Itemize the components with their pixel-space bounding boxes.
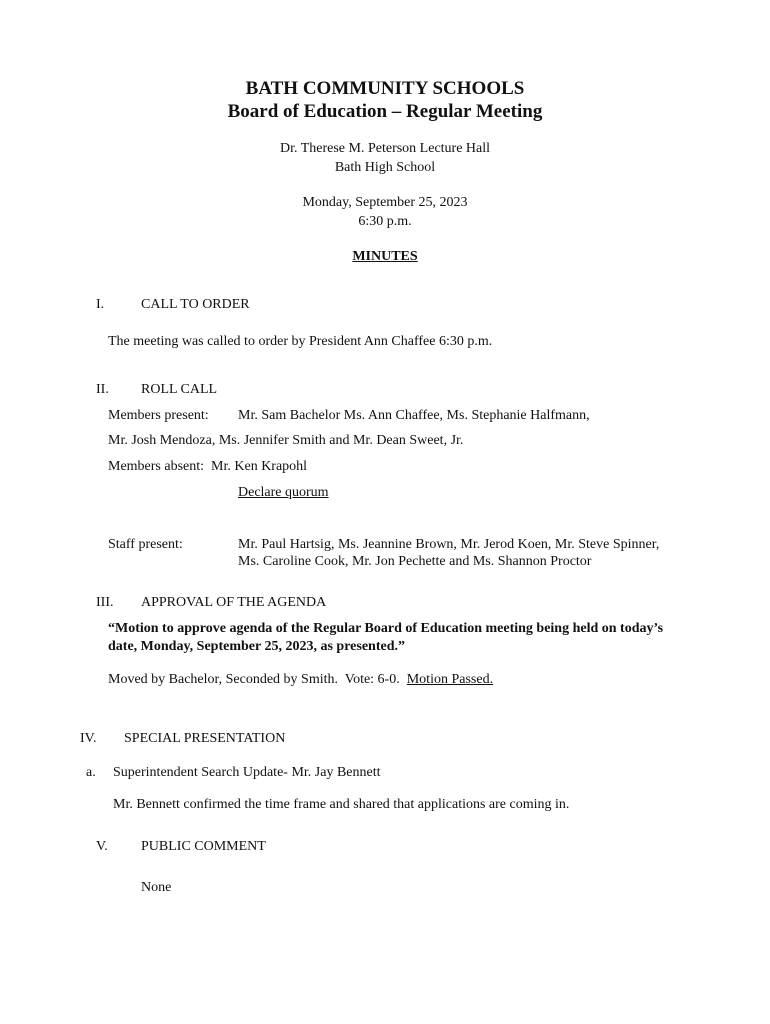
declare-quorum: Declare quorum [238,485,329,500]
motion-line-2: date, Monday, September 25, 2023, as presented.” [108,639,405,654]
meeting-title: Board of Education – Regular Meeting [227,101,543,122]
section-5-number: V. [96,839,108,854]
members-present-label: Members present: [108,408,209,423]
item-a-letter: a. [86,765,96,780]
vote-record [108,673,493,687]
school: Bath High School [334,160,436,175]
members-present-line-2: Mr. Josh Mendoza, Ms. Jennifer Smith and Mr. Dean Sweet, Jr. [108,433,464,448]
doc-type-heading: MINUTES [352,249,418,264]
meeting-time: 6:30 p.m. [358,214,412,229]
section-1-body: The meeting was called to order by President Ann Chaffee 6:30 p.m. [108,334,493,349]
item-a-title: Superintendent Search Update- Mr. Jay Bennett [113,765,381,780]
staff-present-label: Staff present: [108,537,183,552]
section-1-number: I. [96,297,105,312]
meeting-date: Monday, September 25, 2023 [302,195,468,210]
section-2-title: ROLL CALL [141,382,218,397]
section-3-number: III. [96,595,114,610]
motion-result: Motion Passed. [406,672,494,687]
venue: Dr. Therese M. Peterson Lecture Hall [279,141,491,156]
staff-present-line-1: Mr. Paul Hartsig, Ms. Jeannine Brown, Mr. Jerod Koen, Mr. Steve Spinner, [238,537,660,552]
section-2-number: II. [96,382,109,397]
section-4-title: SPECIAL PRESENTATION [124,731,286,746]
members-absent: Members absent: Mr. Ken Krapohl [108,459,308,474]
section-5-title: PUBLIC COMMENT [141,839,266,854]
motion-line-1: “Motion to approve agenda of the Regular Board of Education meeting being held on today’s [108,621,664,636]
section-3-title: APPROVAL OF THE AGENDA [141,595,327,610]
section-5-body: None [141,880,172,895]
section-4-number: IV. [80,731,97,746]
staff-present-line-2: Ms. Caroline Cook, Mr. Jon Pechette and Ms. Shannon Proctor [238,554,592,569]
org-title: BATH COMMUNITY SCHOOLS [245,78,525,99]
item-a-body: Mr. Bennett confirmed the time frame and shared that applications are coming in. [113,797,570,812]
vote-text: Moved by Bachelor, Seconded by Smith. Vote: 6-0. [108,672,400,687]
section-1-title: CALL TO ORDER [141,297,250,312]
members-present-line-1: Mr. Sam Bachelor Ms. Ann Chaffee, Ms. Stephanie Halfmann, [238,408,590,423]
